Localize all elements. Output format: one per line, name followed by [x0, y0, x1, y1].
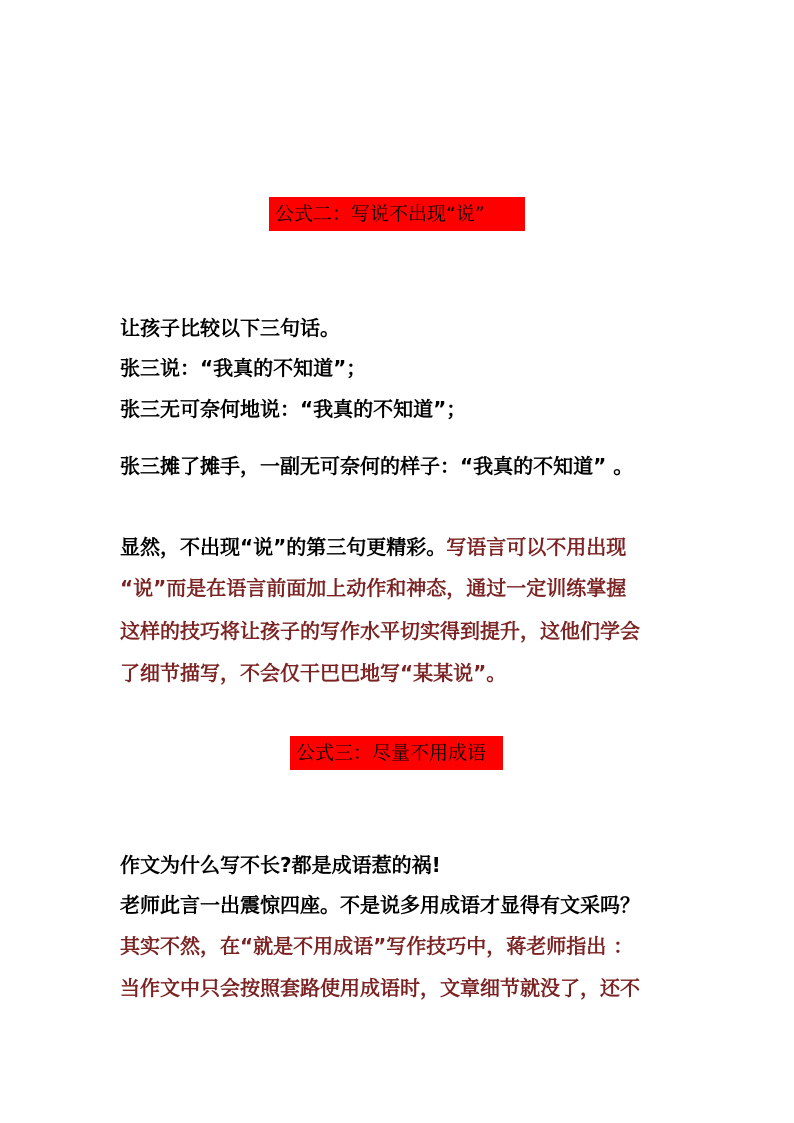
paragraph-line: 张三说：“我真的不知道”；: [120, 356, 367, 380]
paragraph-line: 张三无可奈何地说：“我真的不知道”；: [120, 397, 467, 421]
section-heading-formula2: 公式二：写说不出现“说”: [269, 197, 525, 231]
emphasis-text: 写语言可以不用出现: [446, 535, 627, 559]
emphasis-line: 其实不然，在“就是不用成语”写作技巧中，蒋老师指出 ：: [120, 934, 634, 958]
emphasis-line: 当作文中只会按照套路使用成语时，文章细节就没了，还不: [120, 976, 640, 1000]
paragraph-line: [120, 533, 626, 561]
paragraph-line: 老师此言一出震惊四座。不是说多用成语才显得有文采吗？: [120, 893, 640, 917]
plain-text: 显然，不出现“说”的第三句更精彩。: [120, 535, 447, 559]
emphasis-line: “说”而是在语言前面加上动作和神态，通过一定训练掌握: [120, 576, 627, 600]
paragraph-line: 让孩子比较以下三句话。: [120, 316, 340, 340]
paragraph-line: 张三摊了摊手，一副无可奈何的样子：“我真的不知道” 。: [120, 454, 634, 478]
emphasis-line: 了细节描写，不会仅干巴巴地写“某某说”。: [120, 661, 507, 685]
section-heading-formula3: 公式三：尽量不用成语: [290, 736, 503, 770]
paragraph-line: 作文为什么写不长?都是成语惹的祸!: [120, 853, 441, 877]
emphasis-line: 这样的技巧将让孩子的写作水平切实得到提升，这他们学会: [120, 619, 640, 643]
